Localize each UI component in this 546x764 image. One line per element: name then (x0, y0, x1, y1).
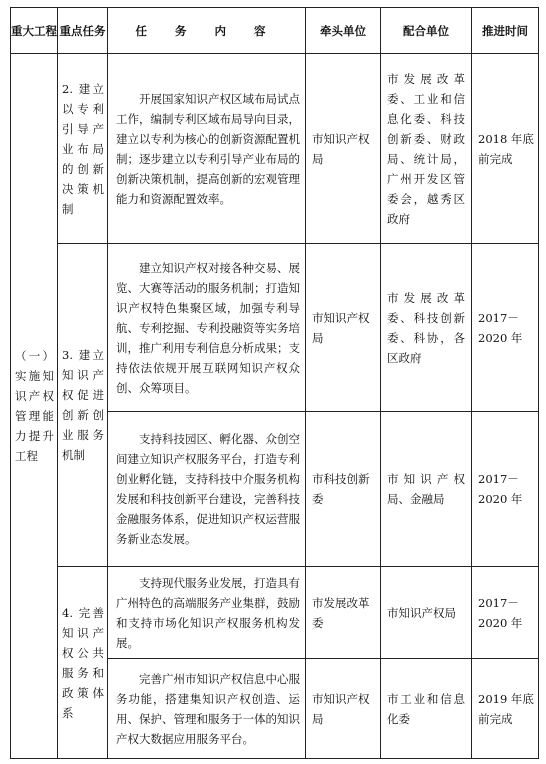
header-content: 任 务 内 容 (108, 8, 306, 54)
task-table (10, 7, 539, 759)
lead-unit: 市知识产权局 (306, 659, 381, 759)
header-lead: 牵头单位 (306, 8, 381, 54)
lead-unit: 市知识产权局 (306, 54, 381, 244)
lead-unit: 市发展改革委 (306, 567, 381, 659)
table-row (11, 244, 539, 412)
schedule: 2018 年底前完成 (472, 54, 539, 244)
header-task: 重点任务 (58, 8, 108, 54)
lead-unit: 市知识产权局 (306, 244, 381, 412)
schedule: 2019 年底前完成 (472, 659, 539, 759)
table-row (11, 54, 539, 244)
partner-units: 市发展改革委、工业和信息化委、科技创新委、财政局、统计局，广州开发区管委会，越秀区政府 (381, 54, 472, 244)
partner-units: 市知识产权局 (381, 567, 472, 659)
header-partners: 配合单位 (381, 8, 472, 54)
task-content: 支持科技园区、孵化器、众创空间建立知识产权服务平台，打造专利创业孵化链，支持科技中介服务机构发展和科技创新平台建设，完善科技金融服务体系，促进知识产权运营服务新业态发展。 (108, 412, 306, 567)
task-content: 建立知识产权对接各种交易、展览、大赛等活动的服务机制；打造知识产权特色集聚区域，加强专利导航、专利挖掘、专利投融资等实务培训，推广利用专利信息分析成果；支持依法依规开展互联网知识产权众创、众筹项目。 (108, 244, 306, 412)
header-time: 推进时间 (472, 8, 539, 54)
schedule: 2017－2020 年 (472, 567, 539, 659)
task-content: 开展国家知识产权区域布局试点工作，编制专利区域布局导向目录，建立以专利为核心的创新资源配置机制；逐步建立以专利引导产业布局的创新决策机制，提高创新的宏观管理能力和资源配置效率。 (108, 54, 306, 244)
task-content: 完善广州市知识产权信息中心服务功能，搭建集知识产权创造、运用、保护、管理和服务于一体的知识产权大数据应用服务平台。 (108, 659, 306, 759)
schedule: 2017－2020 年 (472, 244, 539, 412)
lead-unit: 市科技创新委 (306, 412, 381, 567)
table-row (11, 567, 539, 659)
task-content: 支持现代服务业发展，打造具有广州特色的高端服务产业集群，鼓励和支持市场化知识产权服务机构发展。 (108, 567, 306, 659)
task-name: 3. 建立知识产权促进创新创业服务机制 (58, 244, 108, 567)
header-row (11, 8, 539, 54)
partner-units: 市工业和信息化委 (381, 659, 472, 759)
project-name: （一）实施知识产权管理能力提升工程 (11, 54, 58, 759)
task-name: 2. 建立以专利引导产业布局的创新决策机制 (58, 54, 108, 244)
header-project: 重大工程 (11, 8, 58, 54)
partner-units: 市知识产权局、金融局 (381, 412, 472, 567)
task-name: 4. 完善知识产权公共服务和政策体系 (58, 567, 108, 759)
partner-units: 市发展改革委、科技创新委、科协，各区政府 (381, 244, 472, 412)
schedule: 2017－2020 年 (472, 412, 539, 567)
